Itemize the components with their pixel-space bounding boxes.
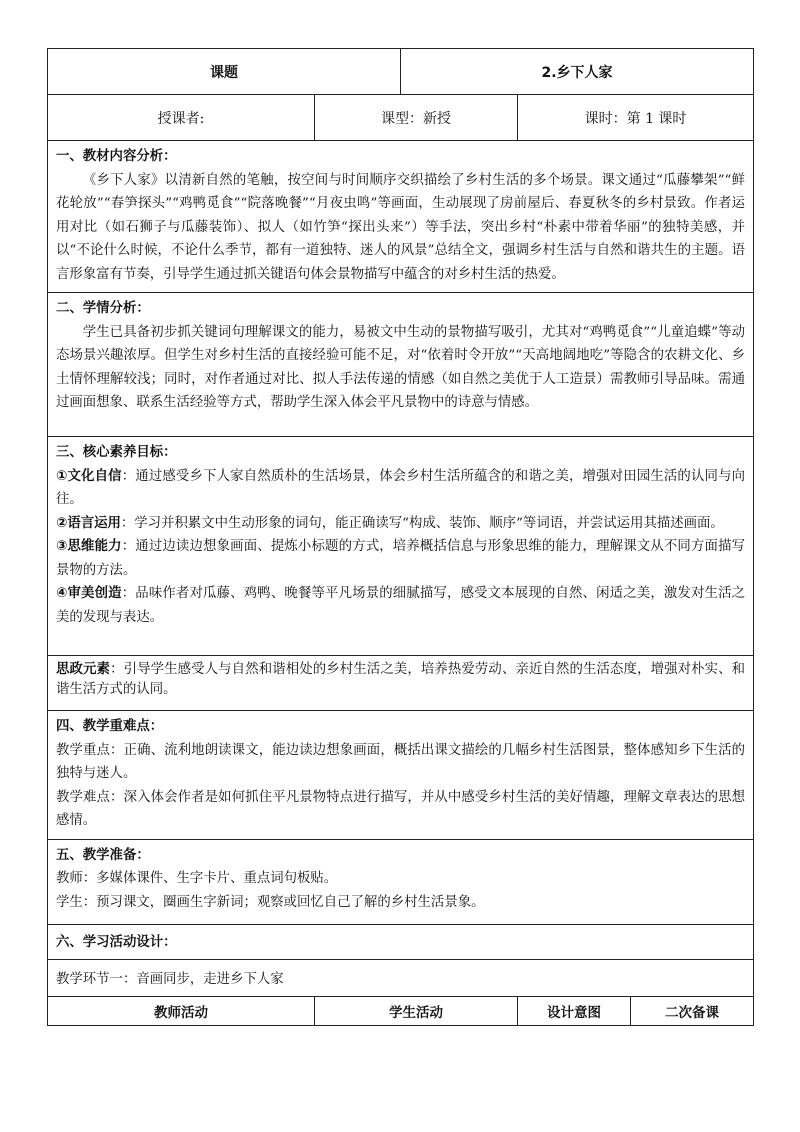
section-title: 三、核心素养目标： [56,445,177,460]
col-student-activity: 学生活动 [315,996,518,1025]
section-activity-design [48,924,754,959]
goal-item: ④审美创造：品味作者对瓜藤、鸡鸭、晚餐等平凡场景的细腻描写，感受文本展现的自然、闲适之美，激发对生活之美的发现与表达。 [56,586,746,625]
topic-label: 课题 [48,49,401,95]
section-title: 一、教材内容分析： [56,149,177,164]
goal-item: ①文化自信：通过感受乡下人家自然质朴的生活场景，体会乡村生活所蕴含的和谐之美，增强对田园生活的认同与向往。 [56,468,746,507]
section-title: 二、学情分析： [56,301,150,316]
key-point: 教学重点：正确、流利地朗读课文，能边读边想象画面，概括出课文描绘的几幅乡村生活图景，整体感知乡下生活的独特与迷人。 [56,742,746,781]
section-key-points [48,711,754,840]
col-design-intent: 设计意图 [518,996,631,1025]
lesson-plan [47,48,753,1026]
difficulty-point: 教学难点：深入体会作者是如何抓住平凡景物特点进行描写，并从中感受乡村生活的美好情趣，理解文章表达的思想感情。 [56,789,746,828]
teacher-label: 授课者: [48,95,315,141]
student-prep: 学生：预习课文，圈画生字新词；观察或回忆自己了解的乡村生活景象。 [56,894,485,910]
col-second-prep: 二次备课 [631,996,754,1025]
section-learner-analysis [48,293,754,437]
period-label: 课时：第 1 课时 [518,95,754,141]
section-title: 五、教学准备： [56,847,150,863]
topic-value: 2.乡下人家 [401,49,754,95]
section-body: 《乡下人家》以清新自然的笔触，按空间与时间顺序交织描绘了乡村生活的多个场景。课文通过“瓜藤攀架”“鲜花轮放”“春笋探头”“鸡鸭觅食”“院落晚餐”“月夜虫鸣”等画面，生动展现了房前屋后、春夏秋冬的乡村景致。作者运用对比（如石狮子与瓜藤装饰）、拟人（如竹笋“探出头来”）等手法，突出乡村“朴素中带着华丽”的独特美感，并以“不论什么时候，不论什么季节，都有一道独特、迷人的风景”总结全文，强调乡村生活与自然和谐共生的主题。语言形象富有节奏，引导学生通过抓关键语句体会景物描写中蕴含的对乡村生活的热爱。 [56,172,746,282]
col-teacher-activity: 教师活动 [48,996,315,1025]
activity-columns [48,996,754,1025]
section-core-goals [48,437,754,656]
ideology-text: 思政元素：引导学生感受人与自然和谐相处的乡村生活之美，培养热爱劳动、亲近自然的生活态度，增强对朴实、和谐生活方式的认同。 [56,662,746,697]
teacher-prep: 教师：多媒体课件、生字卡片、重点词句板贴。 [56,871,338,886]
section-body: 学生已具备初步抓关键词句理解课文的能力，易被文中生动的景物描写吸引，尤其对“鸡鸭觅食”“儿童追蝶”等动态场景兴趣浓厚。但学生对乡村生活的直接经验可能不足，对“依着时令开放”“天高地阔地吃”等隐含的农耕文化、乡土情怀理解较浅；同时，对作者通过对比、拟人手法传递的情感（如自然之美优于人工造景）需教师引导品味。需通过画面想象、联系生活经验等方式，帮助学生深入体会平凡景物中的诗意与情感。 [56,324,746,410]
info-row [48,95,754,141]
section-preparation [48,839,754,924]
section-title: 四、教学重难点： [56,719,164,734]
section-content-analysis [48,141,754,293]
type-label: 课型：新授 [315,95,518,141]
section-title: 六、学习活动设计： [56,934,177,950]
goal-item: ②语言运用：学习并积累文中生动形象的词句，能正确读写“构成、装饰、顺序”等词语，并尝试运用其描述画面。 [56,515,724,531]
section-ideology [48,656,754,711]
lesson-plan-table [47,48,754,1026]
step-row [48,959,754,996]
goal-item: ③思维能力：通过边读边想象画面、提炼小标题的方式，培养概括信息与形象思维的能力，理解课文从不同方面描写景物的方法。 [56,539,746,578]
title-row [48,49,754,95]
step-one: 教学环节一：音画同步，走进乡下人家 [48,959,754,996]
